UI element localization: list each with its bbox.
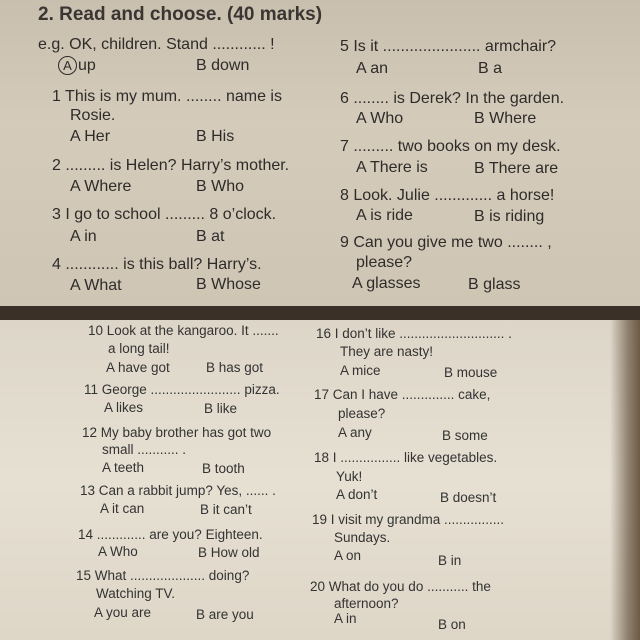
question-1-option-a[interactable]: A Her [70,128,111,145]
question-13-option-a[interactable]: A it can [100,501,145,516]
question-14-option-a[interactable]: A Who [98,544,138,559]
question-11-option-b[interactable]: B like [204,401,238,416]
question-2-option-b[interactable]: B Who [196,178,245,195]
question-18-line-2: Yuk! [336,469,363,484]
question-11-option-a[interactable]: A likes [104,400,144,415]
question-9-line-2: please? [356,254,413,271]
example-option-b[interactable]: B down [196,57,250,74]
question-20-option-b[interactable]: B on [438,617,466,632]
question-9-option-b[interactable]: B glass [468,276,521,293]
question-4-option-b[interactable]: B Whose [196,276,261,293]
question-10-line-1: 10 Look at the kangaroo. It ....... [88,323,279,338]
question-9-option-a[interactable]: A glasses [352,275,421,292]
question-5-line-1: 5 Is it ...................... armchair? [340,38,557,55]
question-1-option-b[interactable]: B His [196,128,235,145]
exercise-heading: 2. Read and choose. (40 marks) [38,4,323,25]
question-12-option-a[interactable]: A teeth [102,460,145,475]
question-6-line-1: 6 ........ is Derek? In the garden. [340,90,565,107]
question-15-line-1: 15 What .................... doing? [76,568,250,583]
question-19-option-b[interactable]: B in [438,553,462,568]
question-10-option-b[interactable]: B has got [206,360,264,375]
question-19-line-1: 19 I visit my grandma ................ [312,512,505,527]
question-16-option-b[interactable]: B mouse [444,365,498,380]
question-15-option-a[interactable]: A you are [94,605,152,620]
question-9-line-1: 9 Can you give me two ........ , [340,234,552,251]
question-17-option-b[interactable]: B some [442,428,488,443]
example-option-a-text: up [78,57,96,74]
question-4-line-1: 4 ............ is this ball? Harry’s. [52,256,262,273]
question-1-line-2: Rosie. [70,107,116,124]
top-page [0,0,640,306]
question-19-line-2: Sundays. [334,530,391,545]
question-10-line-2: a long tail! [108,341,170,356]
question-6-option-b[interactable]: B Where [474,110,537,127]
question-18-option-b[interactable]: B doesn’t [440,490,497,505]
question-12-option-b[interactable]: B tooth [202,461,245,476]
page-gap [0,306,640,320]
question-1-line-1: 1 This is my mum. ........ name is [52,88,282,105]
question-16-line-1: 16 I don’t like ............................ . [316,326,512,341]
question-7-option-b[interactable]: B There are [474,160,559,177]
question-17-line-1: 17 Can I have .............. cake, [314,387,491,402]
question-19-option-a[interactable]: A on [334,548,362,563]
question-8-option-a[interactable]: A is ride [356,207,413,224]
question-11-line-1: 11 George ........................ pizza. [84,382,280,397]
question-8-line-1: 8 Look. Julie ............. a horse! [340,187,555,204]
bottom-page [0,320,640,640]
question-13-option-b[interactable]: B it can’t [200,502,252,517]
question-12-line-1: 12 My baby brother has got two [82,425,272,440]
question-3-line-1: 3 I go to school ......... 8 o’clock. [52,206,277,223]
question-5-option-b[interactable]: B a [478,60,503,77]
question-14-option-b[interactable]: B How old [198,545,260,560]
question-17-option-a[interactable]: A any [338,425,372,440]
question-20-line-2: afternoon? [334,596,399,611]
example-option-a[interactable] [58,56,96,75]
question-14-line-1: 14 ............. are you? Eighteen. [78,527,263,542]
example-question: e.g. OK, children. Stand ............ ! [38,36,275,53]
question-7-line-1: 7 ......... two books on my desk. [340,138,561,155]
question-5-option-a[interactable]: A an [356,60,389,77]
question-12-line-2: small ........... . [102,442,187,457]
question-18-line-1: 18 I ................ like vegetables. [314,450,498,465]
question-16-option-a[interactable]: A mice [340,363,381,378]
question-3-option-a[interactable]: A in [70,228,97,245]
question-13-line-1: 13 Can a rabbit jump? Yes, ...... . [80,483,276,498]
book-spine-shadow [610,320,640,640]
question-7-option-a[interactable]: A There is [356,159,428,176]
question-4-option-a[interactable]: A What [70,277,122,294]
question-20-line-1: 20 What do you do ........... the [310,579,491,594]
question-18-option-a[interactable]: A don’t [336,487,378,502]
question-15-line-2: Watching TV. [96,586,176,601]
question-3-option-b[interactable]: B at [196,228,225,245]
question-2-option-a[interactable]: A Where [70,178,132,195]
question-10-option-a[interactable]: A have got [106,360,170,375]
question-6-option-a[interactable]: A Who [356,110,404,127]
question-16-line-2: They are nasty! [340,344,434,359]
question-17-line-2: please? [338,406,386,421]
question-2-line-1: 2 ......... is Helen? Harry’s mother. [52,157,290,174]
question-15-option-b[interactable]: B are you [196,607,254,622]
question-20-option-a[interactable]: A in [334,611,357,626]
question-8-option-b[interactable]: B is riding [474,208,545,225]
circled-answer-icon: A [58,56,77,75]
